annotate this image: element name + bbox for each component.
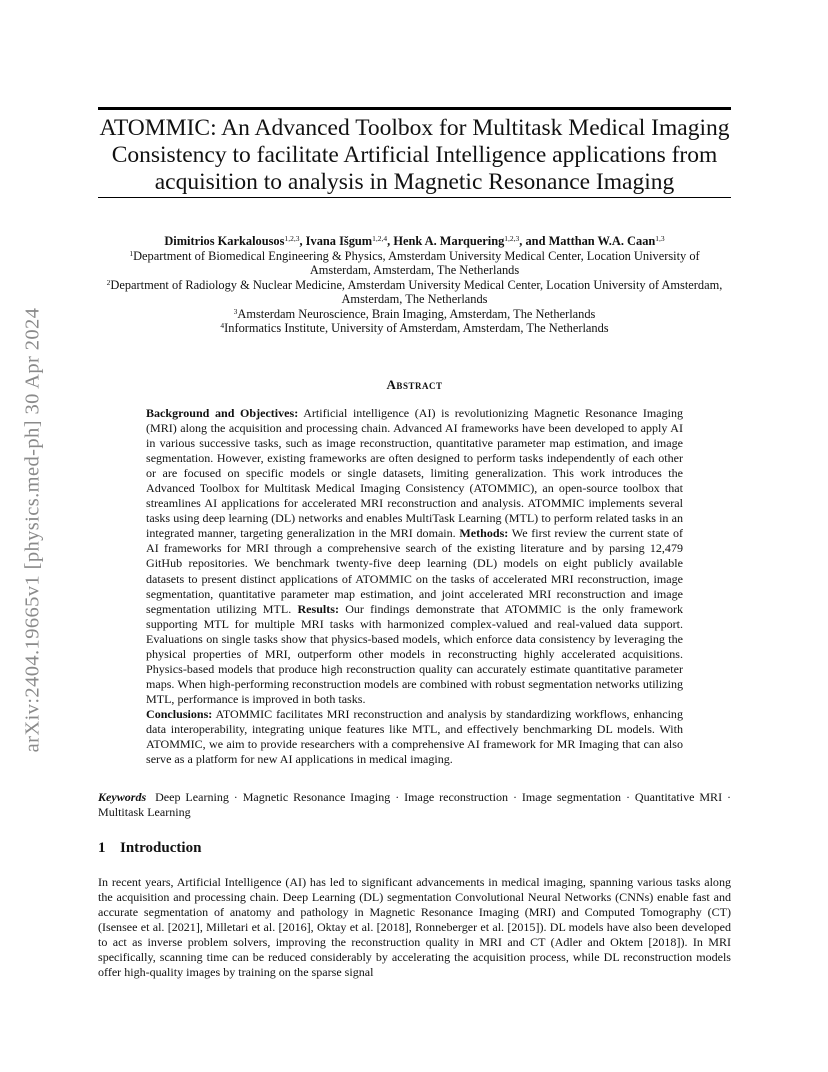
abstract-body bbox=[146, 406, 683, 767]
author-affiliation-marks: 1,2,3 bbox=[504, 234, 520, 243]
author-affiliation-marks: 1,3 bbox=[655, 234, 665, 243]
abstract-conclusions-label: Conclusions: bbox=[146, 706, 213, 721]
title-rule-bottom bbox=[98, 197, 731, 198]
author-block bbox=[98, 234, 731, 336]
author-affiliation-marks: 1,2,4 bbox=[372, 234, 388, 243]
author-name: Ivana Išgum bbox=[305, 234, 373, 248]
abstract-heading: Abstract bbox=[386, 377, 443, 392]
section-number: 1 bbox=[98, 840, 106, 856]
affiliation-number: 2 bbox=[106, 277, 111, 287]
affiliation-number: 1 bbox=[129, 248, 134, 258]
affiliation-number: 3 bbox=[233, 306, 238, 316]
abstract-methods-text: We first review the current state of AI frameworks for MRI through a comprehensive search of the existing literature and by parsing 12,479 GitHub repositories. We benchmark twenty-five deep learning (DL) models on eight publicly available datasets to present distinct applications of ATOMMIC on the tasks of accelerated MRI reconstruction, image segmentation, quantitative parameter map estimation, and joint accelerated MRI reconstruction and image segmentation utilizing MTL. bbox=[146, 526, 683, 616]
affiliation bbox=[98, 321, 731, 336]
keywords-label: Keywords bbox=[98, 790, 147, 804]
author-separator: , and bbox=[519, 234, 549, 248]
affiliation-number: 4 bbox=[220, 321, 225, 330]
author-list bbox=[98, 234, 731, 249]
author-name: Henk A. Marquering bbox=[393, 234, 505, 248]
arxiv-identifier bbox=[13, 240, 53, 820]
affiliation-text: Informatics Institute, University of Amsterdam, Amsterdam, The Netherlands bbox=[224, 321, 609, 335]
section-heading bbox=[98, 840, 201, 857]
affiliation bbox=[98, 278, 731, 307]
affiliation-text: Amsterdam Neuroscience, Brain Imaging, Amsterdam, The Netherlands bbox=[237, 306, 596, 321]
keywords bbox=[98, 790, 731, 820]
author-name: Dimitrios Karkalousos bbox=[164, 234, 285, 248]
abstract-background-text: Artificial intelligence (AI) is revolutionizing Magnetic Resonance Imaging (MRI) along the acquisition and processing chain. Advanced AI frameworks have been developed to apply AI in various successive tasks, such as image reconstruction, quantitative parameter map estimation, and image segmentation. However, existing frameworks are often designed to perform tasks independently of each other or are focused on specific models or single datasets, limiting generalization. This work introduces the Advanced Toolbox for Multitask Medical Imaging Consistency (ATOMMIC), an open-source toolbox that streamlines AI applications for accelerated MRI reconstruction and analysis. ATOMMIC implements several tasks using deep learning (DL) networks and enables MultiTask Learning (MTL) to perform related tasks in an integrated manner, targeting generalization in the MRI domain. bbox=[146, 406, 683, 541]
abstract-conclusions-text: ATOMMIC facilitates MRI reconstruction and analysis by standardizing workflows, enhancing data interoperability, integrating unique features like MTL, and effectively benchmarking DL models. With ATOMMIC, we aim to provide researchers with a comprehensive AI framework for MR Imaging that can also serve as a platform for new AI applications in medical imaging. bbox=[146, 706, 683, 767]
author-name: Matthan W.A. Caan bbox=[548, 234, 656, 248]
intro-paragraph: In recent years, Artificial Intelligence (AI) has led to significant advancements in medical imaging, spanning various tasks along the acquisition and processing chain. Deep Learning (DL) segmentation Convolutional Neural Networks (CNNs) enable fast and accurate segmentation of anatomy and pathology in Magnetic Resonance Imaging (MRI) and Computed Tomography (CT) (Isensee et al. [2021], Milletari et al. [2016], Oktay et al. [2018], Ronneberger et al. [2015]). DL models have also been developed to act as inverse problem solvers, improving the reconstruction quality in MRI and CT (Adler and Oktem [2018]). In MRI specifically, scanning time can be reduced considerably by accelerating the acquisition process, while DL reconstruction models offer high-quality images by training on the sparse signal bbox=[98, 875, 731, 980]
author-affiliation-marks: 1,2,3 bbox=[284, 234, 300, 243]
affiliation bbox=[98, 307, 731, 322]
title-rule-top bbox=[98, 107, 731, 110]
arxiv-identifier-text: arXiv:2404.19665v1 [physics.med-ph] 30 Apr 2024 bbox=[21, 307, 44, 753]
section-title: Introduction bbox=[120, 840, 202, 856]
author-separator: , bbox=[299, 234, 306, 248]
abstract-results-label: Results: bbox=[297, 601, 339, 616]
abstract-background-label: Background and Objectives: bbox=[146, 406, 299, 420]
paper-title: ATOMMIC: An Advanced Toolbox for Multitask Medical Imaging Consistency to facilitate Artificial Intelligence applications from acquisition to analysis in Magnetic Resonance Imaging bbox=[99, 115, 730, 195]
keywords-text: Deep Learning · Magnetic Resonance Imaging · Image reconstruction · Image segmentation · Quantitative MRI · Multitask Learning bbox=[98, 790, 731, 819]
abstract-results-text: Our findings demonstrate that ATOMMIC is the only framework supporting MTL for multiple MRI tasks with harmonized complex-valued and real-valued data support. Evaluations on single tasks show that physics-based models, which enforce data consistency by leveraging the physical properties of MRI, outperform other models in reconstructing highly accelerated acquisitions. Physics-based models that produce high reconstruction quality can accurately estimate quantitative parameter maps. When high-performing reconstruction models are combined with robust segmentation networks utilizing MTL, performance is improved in both tasks. bbox=[146, 601, 684, 706]
abstract-methods-label: Methods: bbox=[459, 526, 509, 541]
affiliation bbox=[98, 249, 731, 278]
affiliation-text: Department of Radiology & Nuclear Medicine, Amsterdam University Medical Center, Location University of Amsterdam, Amsterdam, The Netherlands bbox=[110, 277, 723, 306]
affiliation-text: Department of Biomedical Engineering & Physics, Amsterdam University Medical Center, Location University of Amsterdam, Amsterdam, The Netherlands bbox=[133, 248, 700, 277]
author-separator: , bbox=[387, 234, 394, 248]
